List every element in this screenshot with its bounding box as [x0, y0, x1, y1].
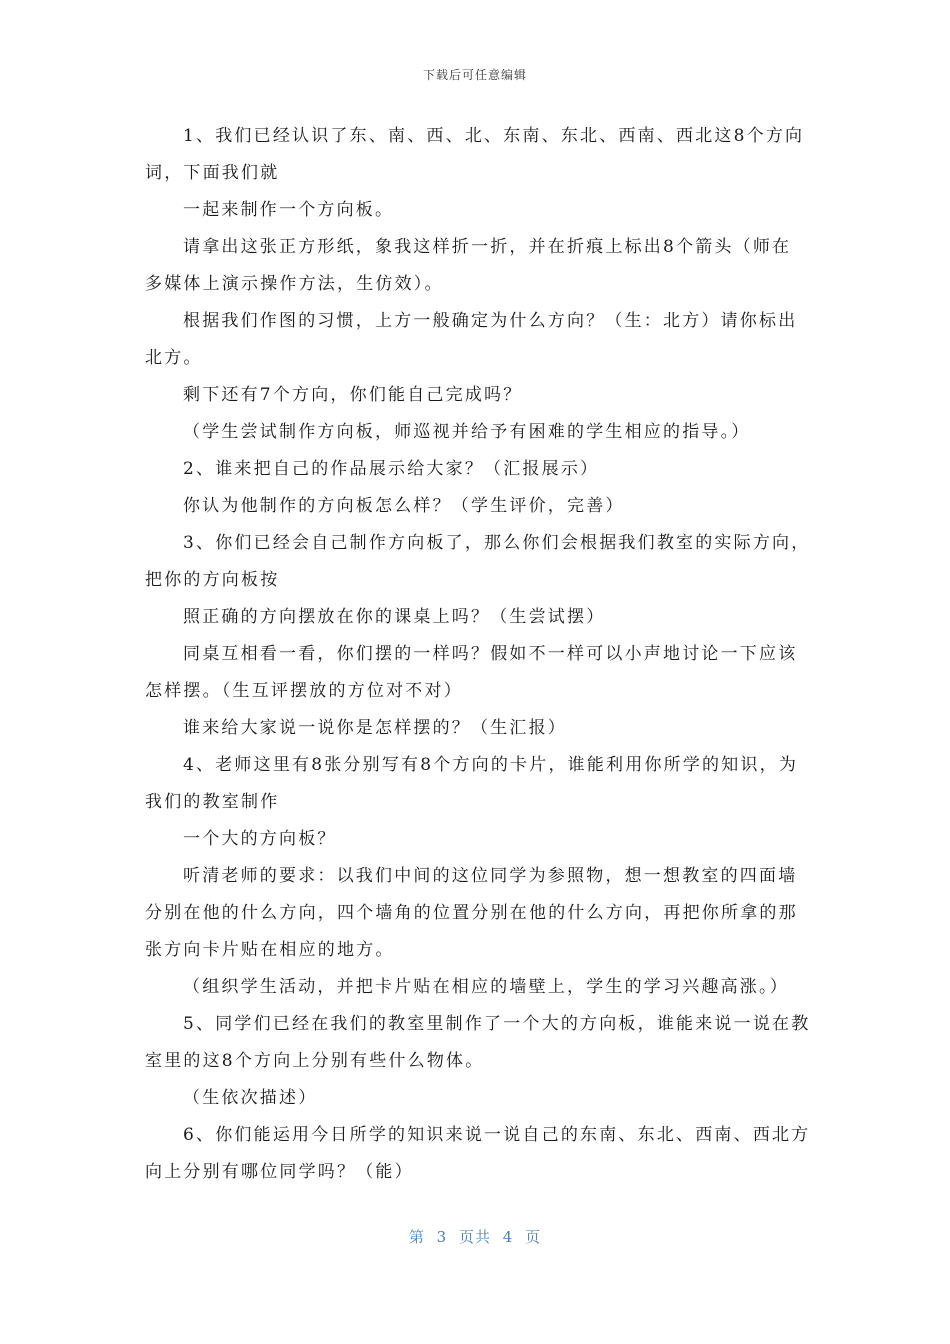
text-line: 6、你们能运用今日所学的知识来说一说自己的东南、东北、西南、西北方: [183, 1125, 811, 1145]
text-line: 同桌互相看一看，你们摆的一样吗？假如不一样可以小声地讨论一下应该: [183, 644, 798, 664]
text-line: 请拿出这张正方形纸，象我这样折一折，并在折痕上标出8个箭头（师在: [183, 237, 792, 257]
footer-prefix: 第: [408, 1228, 425, 1246]
document-body: [145, 118, 811, 1191]
text-line: 2、谁来把自己的作品展示给大家？（汇报展示）: [183, 459, 600, 479]
text-line: 1、我们已经认识了东、南、西、北、东南、东北、西南、西北这8个方向: [183, 126, 805, 146]
text-line: 怎样摆。（生互评摆放的方位对不对）: [145, 681, 463, 701]
text-line: 根据我们作图的习惯，上方一般确定为什么方向？（生：北方）请你标出: [183, 311, 798, 331]
text-line: 你认为他制作的方向板怎么样？（学生评价，完善）: [183, 496, 625, 516]
page-header: 下载后可任意编辑: [422, 68, 527, 82]
text-line: 分别在他的什么方向，四个墙角的位置分别在他的什么方向，再把你所拿的那: [145, 903, 798, 923]
page-footer: [0, 1226, 950, 1247]
text-line: 照正确的方向摆放在你的课桌上吗？（生尝试摆）: [183, 607, 606, 627]
text-line: 向上分别有哪位同学吗？（能）: [145, 1162, 414, 1182]
text-line: 4、老师这里有8张分别写有8个方向的卡片，谁能利用你所学的知识，为: [183, 755, 799, 775]
text-line: 多媒体上演示操作方法，生仿效）。: [145, 274, 444, 294]
text-line: （生依次描述）: [183, 1088, 318, 1108]
footer-total-pages: 4: [502, 1228, 514, 1246]
text-line: 我们的教室制作: [145, 792, 280, 812]
text-line: 5、同学们已经在我们的教室里制作了一个大的方向板，谁能来说一说在教: [183, 1014, 811, 1034]
text-line: 室里的这8个方向上分别有些什么物体。: [145, 1051, 485, 1071]
footer-suffix: 页: [525, 1228, 542, 1246]
text-line: 张方向卡片贴在相应的地方。: [145, 940, 395, 960]
text-line: 听清老师的要求：以我们中间的这位同学为参照物，想一想教室的四面墙: [183, 866, 798, 886]
text-line: 词，下面我们就: [145, 163, 280, 183]
text-line: 谁来给大家说一说你是怎样摆的？（生汇报）: [183, 718, 567, 738]
text-line: 3、你们已经会自己制作方向板了，那么你们会根据我们教室的实际方向，: [183, 533, 811, 553]
text-line: 剩下还有7个方向，你们能自己完成吗？: [183, 385, 523, 405]
text-line: 把你的方向板按: [145, 570, 280, 590]
text-line: 一起来制作一个方向板。: [183, 200, 395, 220]
text-line: 北方。: [145, 348, 203, 368]
text-line: 一个大的方向板？: [183, 829, 337, 849]
text-line: （组织学生活动，并把卡片贴在相应的墙壁上，学生的学习兴趣高涨。）: [183, 977, 789, 997]
text-line: （学生尝试制作方向板，师巡视并给予有困难的学生相应的指导。）: [183, 422, 751, 442]
footer-middle: 页共: [458, 1228, 491, 1246]
footer-current-page: 3: [436, 1228, 448, 1246]
